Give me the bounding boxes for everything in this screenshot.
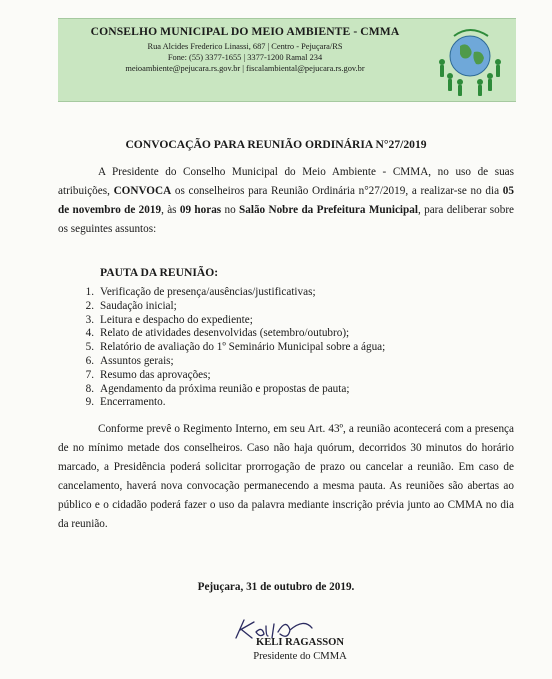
agenda-item: 4. Relato de atividades desenvolvidas (setembro/outubro);	[85, 327, 350, 340]
agenda-item: 7. Resumo das aprovações;	[85, 368, 211, 381]
date-line: Pejuçara, 31 de outubro de 2019.	[197, 581, 355, 593]
agenda-item: 3. Leitura e despacho do expediente;	[85, 313, 253, 326]
agenda-item: 6. Assuntos gerais;	[85, 354, 174, 367]
signer-role: Presidente do CMMA	[253, 651, 347, 662]
agenda-item: 2. Saudação inicial;	[85, 299, 177, 312]
org-address: Rua Alcides Frederico Linassi, 687 | Centro - Pejuçara/RS	[147, 42, 343, 51]
letterhead-text	[70, 25, 420, 74]
agenda-list	[58, 286, 385, 410]
signer-name: KELI RAGASSON	[255, 637, 344, 648]
globe-with-people-logo-icon	[432, 22, 508, 98]
agenda-item: 5. Relatório de avaliação do 1º Seminário Municipal sobre a água;	[85, 341, 386, 354]
agenda-item: 1. Verificação de presença/ausências/justificativas;	[85, 286, 316, 298]
agenda-title: PAUTA DA REUNIÃO:	[100, 266, 219, 279]
signature-block	[210, 614, 390, 674]
intro-paragraph: A Presidente do Conselho Municipal do Meio Ambiente - CMMA, no uso de suas atribuições, CONVOCA os conselheiros para Reunião Ordinária n°27/2019, a realizar-se no dia 05 de novembro de 2019, às 09 horas no Salão Nobre da Prefeitura Municipal, para deliberar sobre os seguintes assuntos:	[58, 166, 515, 235]
org-phone: Fone: (55) 3377-1655 | 3377-1200 Ramal 234	[167, 53, 323, 62]
agenda-item: 9. Encerramento.	[85, 396, 166, 409]
letterhead	[58, 18, 516, 102]
document-title: CONVOCAÇÃO PARA REUNIÃO ORDINÁRIA N°27/2019	[125, 138, 427, 151]
org-name: CONSELHO MUNICIPAL DO MEIO AMBIENTE - CMMA	[90, 25, 400, 38]
agenda-item: 8. Agendamento da próxima reunião e propostas de pauta;	[85, 382, 350, 395]
org-emails: meioambiente@pejucara.rs.gov.br | fiscalambiental@pejucara.rs.gov.br	[125, 64, 365, 73]
closing-paragraph: Conforme prevê o Regimento Interno, em seu Art. 43º, a reunião acontecerá com a presença de no mínimo metade dos conselheiros. Caso não haja quórum, decorridos 30 minutos do horário marcado, a Presidência poderá solicitar prorrogação de prazo ou cancelar a reunião. Em caso de cancelamento, haverá nova convocação permanecendo a mesma pauta. As reuniões são abertas ao público e o cidadão poderá fazer o uso da palavra mediante inscrição prévia junto ao CMMA no dia da reunião.	[58, 423, 514, 530]
